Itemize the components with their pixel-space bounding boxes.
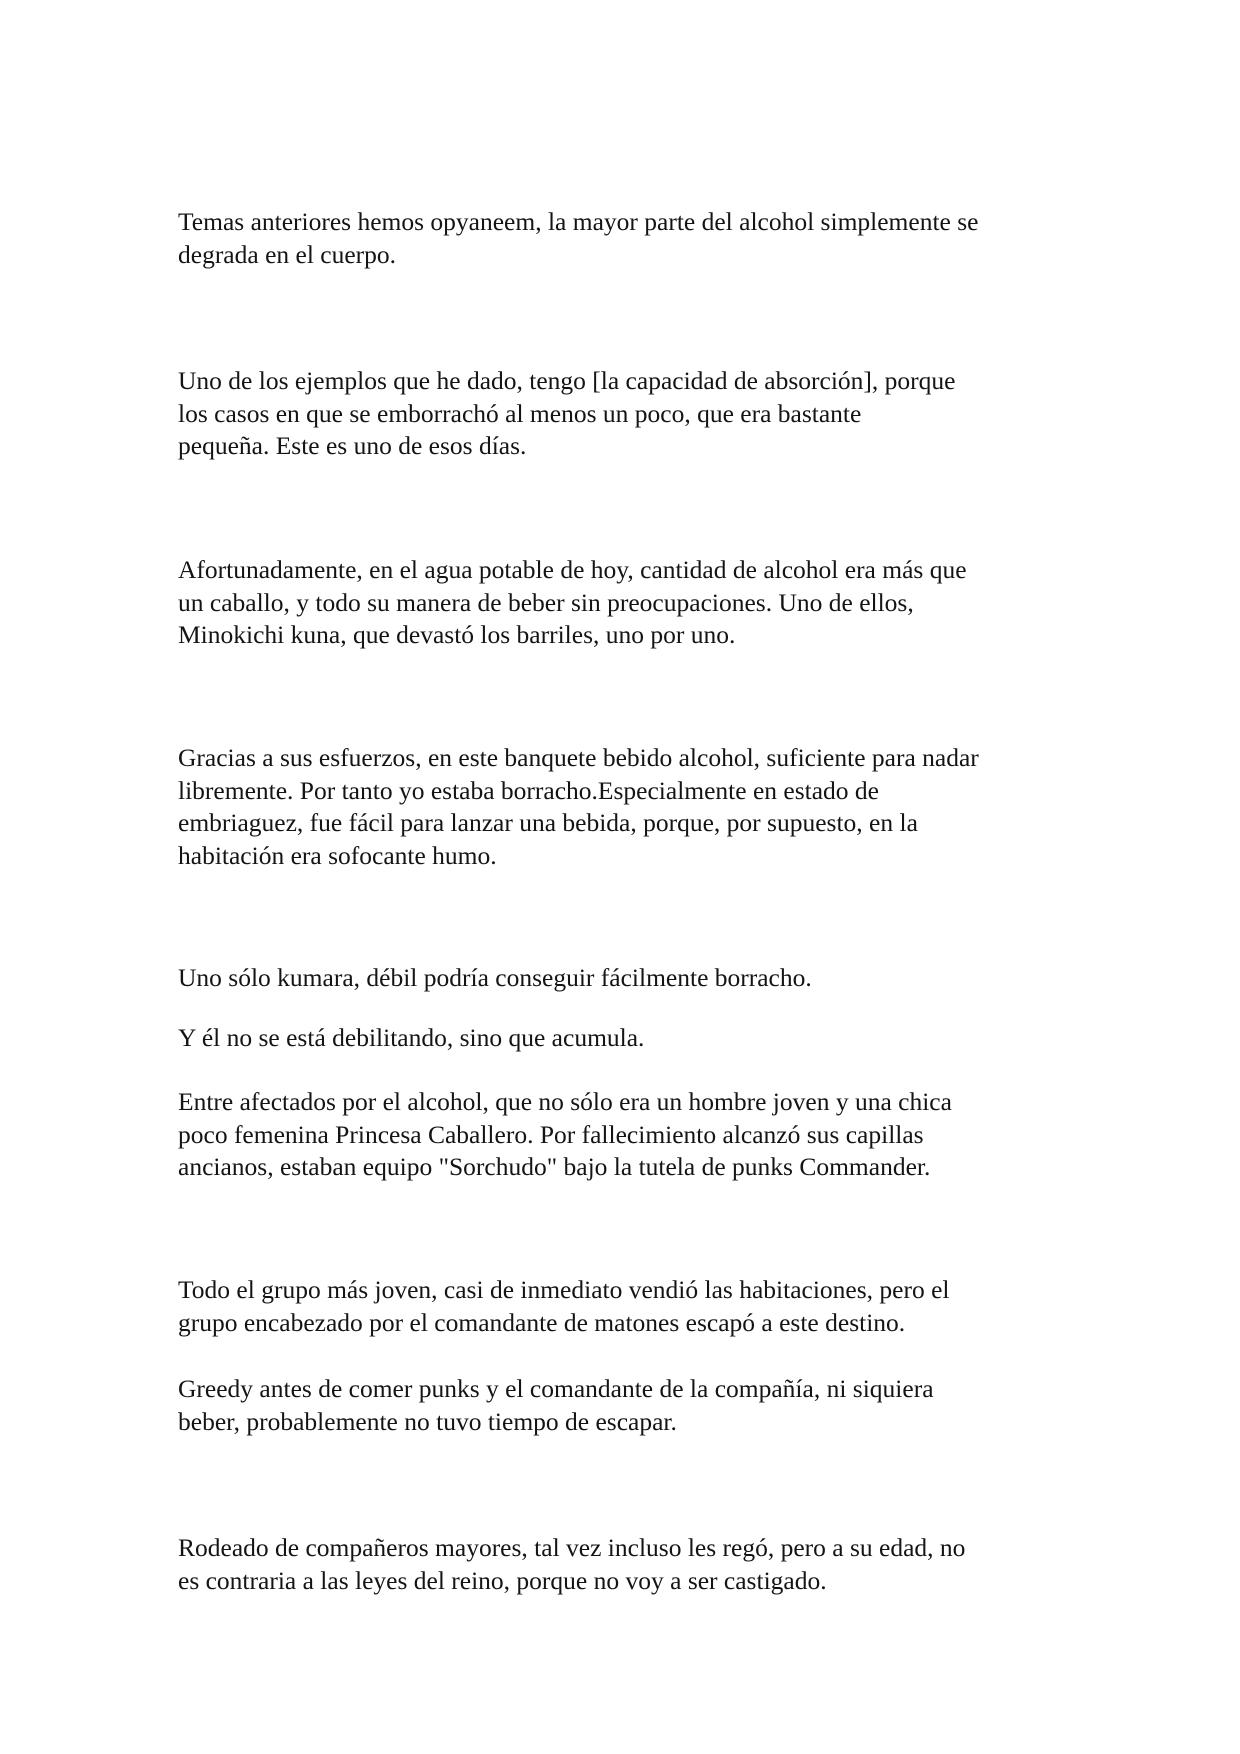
paragraph-1: Temas anteriores hemos opyaneem, la mayor parte del alcohol simplemente se degrada en el cuerpo. bbox=[178, 207, 979, 269]
paragraph-9: Greedy antes de comer punks y el comandante de la compañía, ni siquiera beber, probablemente no tuvo tiempo de escapar. bbox=[178, 1374, 934, 1436]
paragraph-3: Afortunadamente, en el agua potable de hoy, cantidad de alcohol era más que un caballo, y todo su manera de beber sin preocupaciones. Uno de ellos, Minokichi kuna, que devastó los barriles, uno por uno. bbox=[178, 555, 967, 649]
paragraph-4: Gracias a sus esfuerzos, en este banquete bebido alcohol, suficiente para nadar libremente. Por tanto yo estaba borracho.Especialmente en estado de embriaguez, fue fácil para lanzar una bebida, porque, por supuesto, en la habitación era sofocante humo. bbox=[178, 743, 979, 870]
paragraph-2: Uno de los ejemplos que he dado, tengo [la capacidad de absorción], porque los casos en que se emborrachó al menos un poco, que era bastante pequeña. Este es uno de esos días. bbox=[178, 366, 956, 460]
paragraph-10: Rodeado de compañeros mayores, tal vez incluso les regó, pero a su edad, no es contraria a las leyes del reino, porque no voy a ser castigado. bbox=[178, 1533, 966, 1595]
paragraph-7: Entre afectados por el alcohol, que no sólo era un hombre joven y una chica poco femenina Princesa Caballero. Por fallecimiento alcanzó sus capillas ancianos, estaban equipo "Sorchudo" bajo la tutela de punks Commander. bbox=[178, 1087, 952, 1181]
paragraph-6: Y él no se está debilitando, sino que acumula. bbox=[178, 1023, 645, 1052]
paragraph-5: Uno sólo kumara, débil podría conseguir fácilmente borracho. bbox=[178, 963, 812, 992]
paragraph-8: Todo el grupo más joven, casi de inmediato vendió las habitaciones, pero el grupo encabezado por el comandante de matones escapó a este destino. bbox=[178, 1275, 950, 1337]
